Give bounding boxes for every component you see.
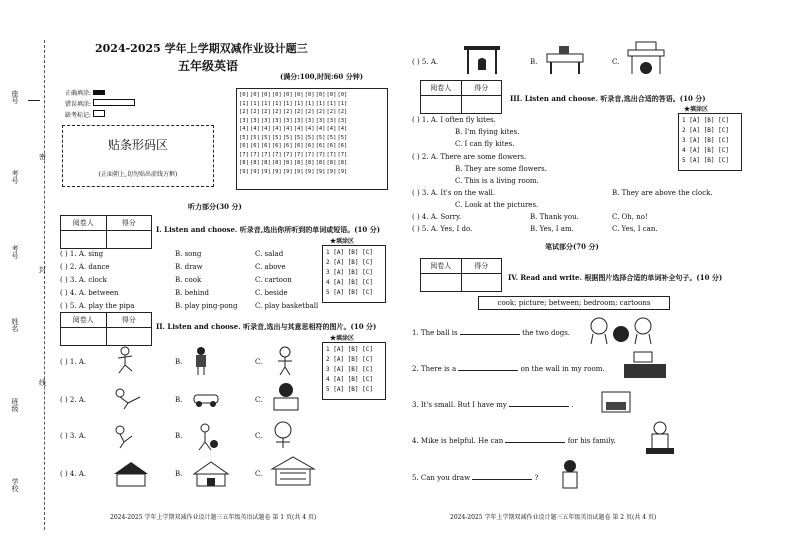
barcode-title: 贴条形码区 xyxy=(107,138,168,152)
sec1-q2-b: B. draw xyxy=(175,263,203,271)
sec3-q2-b: B. They are some flowers. xyxy=(455,165,547,173)
blank-1[interactable] xyxy=(460,326,520,335)
id-digit-bubble[interactable]: [3] xyxy=(271,117,282,124)
dogs-ball-picture xyxy=(585,312,657,346)
id-digit-bubble[interactable]: [8] xyxy=(249,160,260,166)
blank-2[interactable] xyxy=(458,362,518,371)
right-footer: 2024-2025 学年上学期双减作业设计题三五年级英语试题卷 第 2 页(共 4 页) xyxy=(450,514,657,521)
sec1-q4-c: C. beside xyxy=(255,289,288,297)
word-bank: cook; picture; between; bedroom; cartoons xyxy=(478,296,670,310)
id-digit-bubble[interactable]: [7] xyxy=(337,151,348,158)
grader-label: 阅卷人 xyxy=(430,84,452,92)
sec1-q3: ( ) 3. A. clock xyxy=(60,276,107,284)
sec3-q1-a: ( ) 1. A. I often fly kites. xyxy=(412,116,496,124)
id-digit-column[interactable] xyxy=(337,91,347,176)
id-digit-bubble[interactable]: [5] xyxy=(304,134,315,141)
bedroom-picture xyxy=(620,350,670,384)
sec1-q5: ( ) 5. A. play the pipa xyxy=(60,302,135,310)
id-digit-bubble[interactable]: [2] xyxy=(315,109,326,115)
sec2-q1-b: B. xyxy=(175,358,183,366)
id-digit-bubble[interactable]: [9] xyxy=(337,168,348,175)
sec1-q2-c: C. above xyxy=(255,263,286,271)
sec4-q3: 3. It's small. But I have my . xyxy=(412,398,574,409)
score-label: 得分 xyxy=(106,313,152,327)
id-digit-bubble[interactable]: [6] xyxy=(260,143,271,149)
id-digit-bubble[interactable]: [1] xyxy=(249,100,260,107)
sec4-q2: 2. There is a on the wall in my room. xyxy=(412,362,605,373)
sec1-q4-b: B. behind xyxy=(175,289,209,297)
id-digit-bubble[interactable]: [0] xyxy=(315,92,326,98)
id-digit-bubble[interactable]: [9] xyxy=(282,168,293,175)
id-digit-bubble[interactable]: [7] xyxy=(282,151,293,158)
id-digit-bubble[interactable]: [4] xyxy=(271,126,282,132)
blank-3[interactable] xyxy=(509,398,569,407)
id-digit-bubble[interactable]: [4] xyxy=(260,126,271,132)
id-digit-bubble[interactable]: [4] xyxy=(337,126,348,132)
fill-area-label-3: ★填涂区 xyxy=(684,106,709,113)
id-digit-bubble[interactable]: [1] xyxy=(326,100,337,107)
id-digit-bubble[interactable]: [8] xyxy=(326,160,337,166)
id-digit-bubble[interactable]: [1] xyxy=(293,100,304,107)
sec4-instr: IV. Read and write. 根据图片选择合适的单词补全句子。(10 分) xyxy=(508,273,723,282)
sec3-q5-c: C. Yes, I can. xyxy=(612,225,658,233)
sec2-q3-c: C. xyxy=(255,432,263,440)
id-digit-bubble[interactable]: [2] xyxy=(249,109,260,115)
bedroom-small-picture xyxy=(598,386,634,416)
id-digit-bubble[interactable]: [3] xyxy=(282,117,293,124)
id-digit-bubble[interactable]: [0] xyxy=(282,92,293,98)
id-digit-bubble[interactable]: [9] xyxy=(326,168,337,175)
sec1-q1-c: C. salad xyxy=(255,250,284,258)
dancer-picture xyxy=(110,345,140,375)
name-label: 姓名 xyxy=(11,318,19,332)
sec2-q2-b: B. xyxy=(175,396,183,404)
class-label: 班级 xyxy=(11,398,19,412)
id-digit-bubble[interactable]: [9] xyxy=(315,168,326,175)
barcode-area xyxy=(62,125,214,187)
sec1-q5-c: C. play basketball xyxy=(255,302,319,310)
id-digit-bubble[interactable]: [5] xyxy=(282,134,293,141)
sec3-instr: III. Listen and choose. 听录音,选出合适的答语。(10 分) xyxy=(510,94,706,103)
id-digit-bubble[interactable]: [6] xyxy=(239,143,249,149)
id-digit-bubble[interactable]: [3] xyxy=(260,117,271,124)
sec1-q5-b: B. play ping-pong xyxy=(175,302,238,310)
seat-line xyxy=(28,100,40,101)
sec3-q3-a: ( ) 3. A. It's on the wall. xyxy=(412,189,496,197)
id-digit-bubble[interactable]: [3] xyxy=(293,117,304,124)
id-digit-bubble[interactable]: [9] xyxy=(293,168,304,175)
id-digit-bubble[interactable]: [5] xyxy=(239,134,249,141)
sec3-q2-a: ( ) 2. A. There are some flowers. xyxy=(412,153,527,161)
boy-running-picture xyxy=(110,385,146,411)
sec2-q3: ( ) 3. A. xyxy=(60,432,87,440)
id-digit-bubble[interactable]: [4] xyxy=(249,126,260,132)
id-digit-bubble[interactable]: [8] xyxy=(282,160,293,166)
id-digit-bubble[interactable]: [6] xyxy=(326,143,337,149)
id-digit-bubble[interactable]: [7] xyxy=(293,151,304,158)
sec1-q1: ( ) 1. A. sing xyxy=(60,250,104,258)
answer-sheet-3[interactable]: 1 [A] [B] [C] 2 [A] [B] [C] 3 [A] [B] [C] 4 [A] [B] [C] 5 [A] [B] [C] xyxy=(678,113,742,171)
id-digit-bubble[interactable]: [5] xyxy=(260,134,271,141)
id-digit-bubble[interactable]: [6] xyxy=(293,143,304,149)
id-digit-bubble[interactable]: [5] xyxy=(337,134,348,141)
id-digit-bubble[interactable]: [1] xyxy=(282,100,293,107)
table-chair-picture xyxy=(460,42,504,76)
sec1-q3-c: C. cartoon xyxy=(255,276,292,284)
id-digit-bubble[interactable]: [5] xyxy=(315,134,326,141)
fill-area-label-2: ★填涂区 xyxy=(330,335,355,342)
id-digit-bubble[interactable]: [2] xyxy=(282,109,293,115)
left-footer: 2024-2025 学年上学期双减作业设计题三五年级英语试题卷 第 1 页(共 4 页) xyxy=(110,514,317,521)
exam-no-label-2: 考号 xyxy=(11,245,19,259)
score-label: 得分 xyxy=(106,216,152,230)
sec2-q4-b: B. xyxy=(175,470,183,478)
desk-picture xyxy=(543,42,587,76)
id-digit-bubble[interactable]: [3] xyxy=(239,117,249,124)
id-digit-bubble[interactable]: [1] xyxy=(239,100,249,107)
id-digit-bubble[interactable]: [5] xyxy=(326,134,337,141)
id-digit-column[interactable] xyxy=(305,91,315,176)
sec4-q1: 1. The ball is the two dogs. xyxy=(412,326,570,337)
id-digit-bubble[interactable]: [5] xyxy=(249,134,260,141)
sec2-q5-c: C. xyxy=(612,58,620,66)
grader-box-2 xyxy=(60,312,152,346)
listening-title: 听力部分(30 分) xyxy=(188,202,242,211)
id-digit-bubble[interactable]: [7] xyxy=(271,151,282,158)
id-digit-bubble[interactable]: [8] xyxy=(271,160,282,166)
id-digit-bubble[interactable]: [3] xyxy=(249,117,260,124)
id-digit-bubble[interactable]: [7] xyxy=(326,151,337,158)
id-digit-bubble[interactable]: [2] xyxy=(260,109,271,115)
id-digit-bubble[interactable]: [0] xyxy=(326,92,337,98)
id-digit-bubble[interactable]: [9] xyxy=(271,168,282,175)
grader-box-1 xyxy=(60,215,152,249)
id-digit-column[interactable] xyxy=(250,91,260,176)
score-time: (满分:100,时间:60 分钟) xyxy=(280,72,364,81)
sec3-q5-b: B. Yes, I am. xyxy=(530,225,574,233)
id-digit-bubble[interactable]: [5] xyxy=(293,134,304,141)
id-digit-bubble[interactable]: [0] xyxy=(271,92,282,98)
sec1-q2: ( ) 2. A. dance xyxy=(60,263,110,271)
id-digit-bubble[interactable]: [4] xyxy=(239,126,249,132)
id-digit-bubble[interactable]: [8] xyxy=(260,160,271,166)
id-digit-bubble[interactable]: [6] xyxy=(315,143,326,149)
id-digit-bubble[interactable]: [7] xyxy=(239,151,249,158)
girl-picture xyxy=(272,345,298,377)
id-digit-bubble[interactable]: [4] xyxy=(293,126,304,132)
id-digit-bubble[interactable]: [8] xyxy=(315,160,326,166)
sec1-instr: I. Listen and choose. 听录音,选出你所听到的单词或短语。(10 分) xyxy=(156,225,381,234)
id-digit-bubble[interactable]: [7] xyxy=(260,151,271,158)
id-digit-column[interactable] xyxy=(261,91,271,176)
sec3-q2-c: C. This is a living room. xyxy=(455,177,539,185)
id-digit-bubble[interactable]: [7] xyxy=(249,151,260,158)
school-label: 学校 xyxy=(11,478,19,492)
id-digit-column[interactable] xyxy=(327,91,337,176)
id-digit-bubble[interactable]: [1] xyxy=(337,100,348,107)
id-digit-bubble[interactable]: [0] xyxy=(293,92,304,98)
id-digit-column[interactable] xyxy=(283,91,293,176)
sec3-q4-c: C. Oh, no! xyxy=(612,213,648,221)
id-digit-bubble[interactable]: [0] xyxy=(239,92,249,98)
house-picture-b xyxy=(190,458,232,488)
house-picture-a xyxy=(110,458,152,488)
sec2-q5-b: B. xyxy=(530,58,538,66)
id-digit-bubble[interactable]: [6] xyxy=(249,143,260,149)
id-digit-bubble[interactable]: [1] xyxy=(271,100,282,107)
sec2-q1: ( ) 1. A. xyxy=(60,358,87,366)
sec2-q2-c: C. xyxy=(255,396,263,404)
id-digit-bubble[interactable]: [9] xyxy=(304,168,315,175)
sec3-q3-c: C. Look at the pictures. xyxy=(455,201,539,209)
grader-label: 阅卷人 xyxy=(72,316,94,324)
seal-char-1: 密 xyxy=(39,153,46,161)
answer-sheet-1[interactable]: 1 [A] [B] [C] 2 [A] [B] [C] 3 [A] [B] [C] 4 [A] [B] [C] 5 [A] [B] [C] xyxy=(322,245,386,303)
desk-ball-picture xyxy=(624,40,668,78)
boy-picture xyxy=(190,345,212,377)
fill-area-label-1: ★填涂区 xyxy=(330,238,355,245)
grader-label: 阅卷人 xyxy=(430,262,452,270)
grader-label: 阅卷人 xyxy=(72,219,94,227)
sec3-q1-c: C. I can fly kites. xyxy=(455,140,515,148)
id-digit-bubble[interactable]: [8] xyxy=(239,160,249,166)
id-digit-bubble[interactable]: [6] xyxy=(304,143,315,149)
id-digit-column[interactable] xyxy=(272,91,282,176)
sec1-q4: ( ) 4. A. between xyxy=(60,289,119,297)
id-digit-bubble[interactable]: [9] xyxy=(239,168,249,175)
id-digit-bubble[interactable]: [2] xyxy=(304,109,315,115)
girl-drawing-picture xyxy=(555,458,585,492)
answer-sheet-2[interactable]: 1 [A] [B] [C] 2 [A] [B] [C] 3 [A] [B] [C] 4 [A] [B] [C] 5 [A] [B] [C] xyxy=(322,342,386,400)
legend-correct: 正确填涂: xyxy=(65,88,105,97)
id-digit-column[interactable] xyxy=(294,91,304,176)
sec2-q1-c: C. xyxy=(255,358,263,366)
id-digit-bubble[interactable]: [5] xyxy=(271,134,282,141)
sec2-q4-c: C. xyxy=(255,470,263,478)
exam-id-grid[interactable] xyxy=(236,88,388,190)
sec3-q4-a: ( ) 4. A. Sorry. xyxy=(412,213,462,221)
sec3-q1-b: B. I'm flying kites. xyxy=(455,128,520,136)
id-digit-bubble[interactable]: [2] xyxy=(293,109,304,115)
id-digit-bubble[interactable]: [2] xyxy=(326,109,337,115)
id-digit-bubble[interactable]: [8] xyxy=(293,160,304,166)
kid-reading-picture xyxy=(268,380,304,414)
id-digit-column[interactable] xyxy=(239,91,249,176)
kid-playing-picture xyxy=(110,424,140,450)
id-digit-bubble[interactable]: [3] xyxy=(315,117,326,124)
id-digit-bubble[interactable]: [6] xyxy=(271,143,282,149)
sec4-q5: 5. Can you draw ? xyxy=(412,471,538,482)
id-digit-bubble[interactable]: [6] xyxy=(282,143,293,149)
barcode-note: (正面朝上,切勿贴出虚线方框) xyxy=(98,171,178,178)
seal-line xyxy=(44,40,45,530)
blank-4[interactable] xyxy=(505,434,565,443)
id-digit-bubble[interactable]: [0] xyxy=(304,92,315,98)
id-digit-bubble[interactable]: [0] xyxy=(260,92,271,98)
id-digit-bubble[interactable]: [7] xyxy=(315,151,326,158)
sec1-q1-b: B. song xyxy=(175,250,202,258)
id-digit-bubble[interactable]: [8] xyxy=(337,160,348,166)
sec3-q5-a: ( ) 5. A. Yes, I do. xyxy=(412,225,473,233)
sec2-q3-b: B. xyxy=(175,432,183,440)
seal-char-2: 封 xyxy=(39,266,46,274)
id-digit-column[interactable] xyxy=(316,91,326,176)
cook-picture xyxy=(640,418,680,456)
id-digit-bubble[interactable]: [4] xyxy=(315,126,326,132)
id-digit-bubble[interactable]: [8] xyxy=(304,160,315,166)
writing-title: 笔试部分(70 分) xyxy=(545,242,599,251)
id-digit-bubble[interactable]: [1] xyxy=(315,100,326,107)
id-digit-bubble[interactable]: [2] xyxy=(337,109,348,115)
seal-char-3: 线 xyxy=(39,379,46,387)
kid-ball-picture xyxy=(190,422,220,452)
legend-absent: 缺考标记: xyxy=(65,110,105,119)
sec2-q5: ( ) 5. A. xyxy=(412,58,439,66)
id-digit-bubble[interactable]: [2] xyxy=(239,109,249,115)
id-digit-bubble[interactable]: [3] xyxy=(326,117,337,124)
score-label: 得分 xyxy=(461,81,502,95)
building-picture xyxy=(268,455,318,489)
blank-5[interactable] xyxy=(472,471,532,480)
legend-wrong: 错误填涂: xyxy=(65,99,135,108)
sec3-q3-b: B. They are above the clock. xyxy=(612,189,713,197)
id-digit-bubble[interactable]: [7] xyxy=(304,151,315,158)
sec2-q4: ( ) 4. A. xyxy=(60,470,87,478)
sec2-instr: II. Listen and choose. 听录音,选出与其意思相符的图片。(10 分) xyxy=(156,322,377,331)
sec2-q2: ( ) 2. A. xyxy=(60,396,87,404)
id-digit-bubble[interactable]: [3] xyxy=(337,117,348,124)
id-digit-bubble[interactable]: [4] xyxy=(282,126,293,132)
exam-no-label: 考号 xyxy=(11,170,19,184)
id-digit-bubble[interactable]: [9] xyxy=(249,168,260,175)
id-digit-bubble[interactable]: [4] xyxy=(304,126,315,132)
id-digit-bubble[interactable]: [3] xyxy=(304,117,315,124)
score-label: 得分 xyxy=(461,259,502,273)
sec1-q3-b: B. cook xyxy=(175,276,202,284)
kid-smile-picture xyxy=(268,420,298,452)
id-digit-bubble[interactable]: [1] xyxy=(260,100,271,107)
id-digit-bubble[interactable]: [4] xyxy=(326,126,337,132)
id-digit-bubble[interactable]: [0] xyxy=(337,92,348,98)
sec4-q4: 4. Mike is helpful. He can for his family. xyxy=(412,434,616,445)
id-digit-bubble[interactable]: [6] xyxy=(337,143,348,149)
id-digit-bubble[interactable]: [2] xyxy=(271,109,282,115)
id-digit-bubble[interactable]: [1] xyxy=(304,100,315,107)
grader-box-4 xyxy=(420,258,502,292)
subject-title: 五年级英语 xyxy=(178,59,239,73)
exam-title: 2024-2025 学年上学期双减作业设计题三 xyxy=(95,42,308,55)
id-digit-bubble[interactable]: [0] xyxy=(249,92,260,98)
grader-box-3 xyxy=(420,80,502,114)
sec3-q4-b: B. Thank you. xyxy=(530,213,579,221)
kids-car-picture xyxy=(190,385,226,409)
id-digit-bubble[interactable]: [9] xyxy=(260,168,271,175)
seat-label: 座号 xyxy=(11,90,19,104)
